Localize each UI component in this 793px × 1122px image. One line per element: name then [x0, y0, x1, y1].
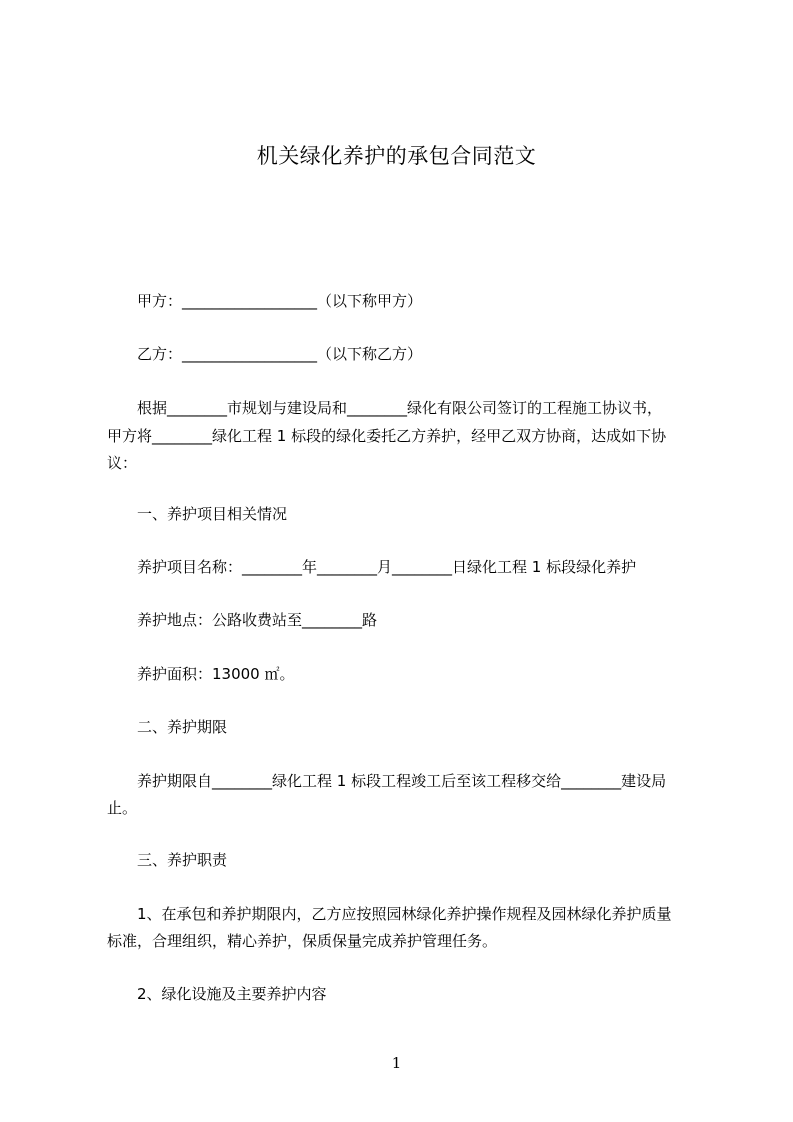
- intro-paragraph-line-2: 甲方将________绿化工程 1 标段的绿化委托乙方养护，经甲乙双方协商，达成如下协: [107, 427, 667, 445]
- duty-1-line-1: 1、在承包和养护期限内，乙方应按照园林绿化养护操作规程及园林绿化养护质量: [137, 905, 672, 923]
- intro-paragraph-line-1: 根据________市规划与建设局和________绿化有限公司签订的工程施工协议书，: [137, 399, 663, 417]
- document-title: 机关绿化养护的承包合同范文: [256, 144, 537, 168]
- party-b-line: 乙方：__________________（以下称乙方）: [137, 345, 423, 363]
- project-area-line: 养护面积：13000 ㎡。: [137, 665, 295, 683]
- intro-paragraph-line-3: 议：: [107, 454, 138, 472]
- duty-1-line-2: 标准，合理组织，精心养护，保质保量完成养护管理任务。: [107, 932, 498, 950]
- party-a-line: 甲方：__________________（以下称甲方）: [137, 292, 423, 310]
- section-1-heading: 一、养护项目相关情况: [137, 505, 288, 523]
- period-paragraph-line-2: 止。: [107, 799, 138, 817]
- period-paragraph-line-1: 养护期限自________绿化工程 1 标段工程竣工后至该工程移交给________建设局: [137, 772, 667, 790]
- project-name-line: 养护项目名称：________年________月________日绿化工程 1 标段绿化养护: [137, 558, 637, 576]
- page-number: 1: [391, 1054, 402, 1072]
- duty-2-heading: 2、绿化设施及主要养护内容: [137, 985, 327, 1003]
- project-location-line: 养护地点：公路收费站至________路: [137, 611, 378, 629]
- section-3-heading: 三、养护职责: [137, 851, 228, 869]
- section-2-heading: 二、养护期限: [137, 718, 228, 736]
